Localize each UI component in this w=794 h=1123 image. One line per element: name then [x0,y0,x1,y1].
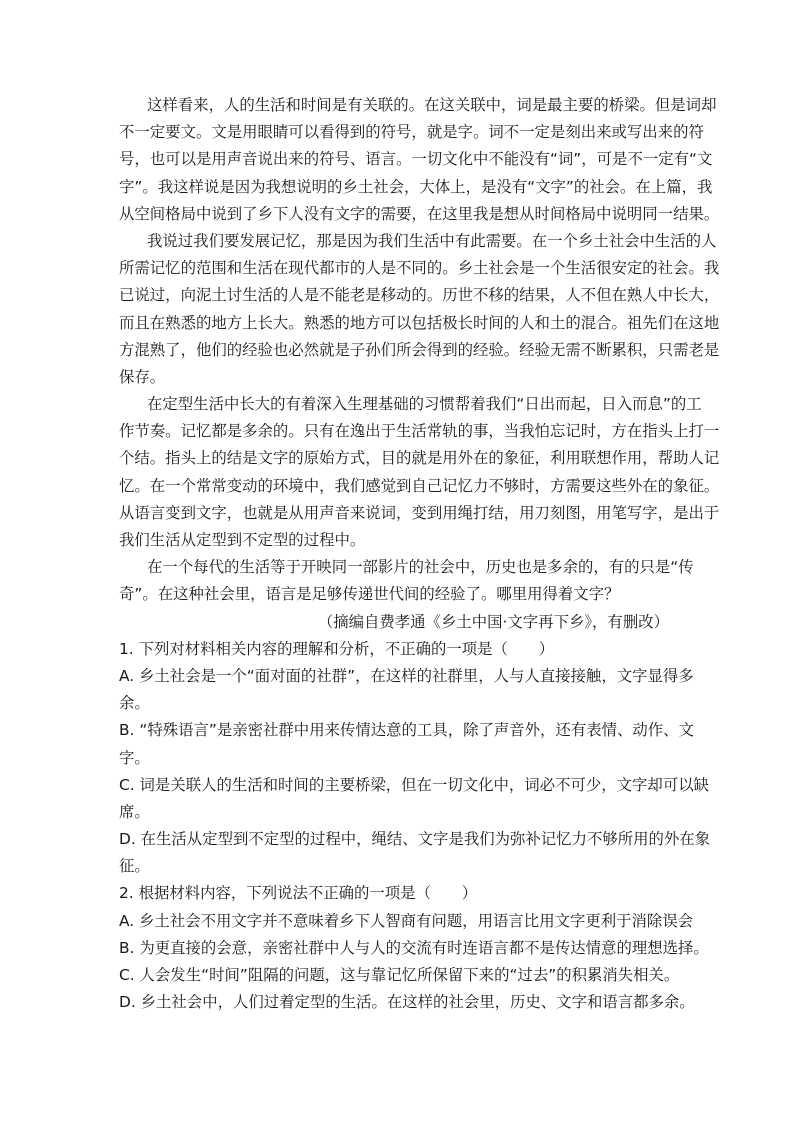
passage-paragraph-3 [119,391,720,554]
text-line: 已说过，向泥土讨生活的人是不能老是移动的。历世不移的结果，人不但在熟人中长大， [119,286,720,305]
option-d[interactable]: D. 乡土社会中，人们过着定型的生活。在这样的社会里，历史、文字和语言都多余。 [119,993,695,1012]
text-line: 保存。 [119,367,166,386]
option-text: 余。 [119,694,150,713]
question-stem: 2. 根据材料内容，下列说法不正确的一项是（ ） [119,884,478,903]
question-1 [119,636,711,881]
option-b[interactable] [119,717,694,771]
text-line: 方混熟了，他们的经验也必然就是子孙们所会得到的经验。经验无需不断累积，只需老是 [119,340,720,359]
option-text: 字。 [119,748,150,767]
text-line: 不一定要文。文是用眼睛可以看得到的符号，就是字。词不一定是刻出来或写出来的符 [119,123,704,142]
text-line: 奇”。在这种社会里，语言是足够传递世代间的经验了。哪里用得着文字？ [119,585,620,604]
text-line: 字”。我这样说是因为我想说明的乡土社会，大体上，是没有“文字”的社会。在上篇，我 [119,177,713,196]
text-line: 从语言变到文字，也就是从用声音来说词，变到用绳打结，用刀刻图，用笔写字，是出于 [119,503,720,522]
passage-paragraph-4 [119,554,694,608]
option-b[interactable]: B. 为更直接的会意，亲密社群中人与人的交流有时连语言都不是传达情意的理想选择。 [119,938,709,957]
passage-paragraph-2 [119,228,720,391]
text-line: 我说过我们要发展记忆，那是因为我们生活中有此需要。在一个乡土社会中生活的人 [147,231,717,250]
option-text: B. “特殊语言”是亲密社群中用来传情达意的工具，除了声音外，还有表情、动作、文 [119,721,694,740]
text-line: 作节奏。记忆都是多余的。只有在逸出于生活常轨的事，当我怕忘记时，方在指头上打一 [119,422,720,441]
option-text: 征。 [119,857,150,876]
text-line: 我们生活从定型到不定型的过程中。 [119,531,366,549]
text-line: 而且在熟悉的地方上长大。熟悉的地方可以包括极长时间的人和土的混合。祖先们在这地 [119,313,720,332]
text-line: 号，也可以是用声音说出来的符号、语言。一切文化中不能没有“词”，可是不一定有“文 [119,150,713,169]
source-citation: （摘编自费孝通《乡土中国·文字再下乡》，有删改） [317,612,669,631]
question-2 [119,880,709,1016]
option-text: C. 词是关联人的生活和时间的主要桥梁，但在一切文化中，词必不可少，文字却可以缺 [119,775,709,794]
option-c[interactable] [119,772,709,826]
passage-paragraph-1 [119,92,720,228]
text-line: 所需记忆的范围和生活在现代都市的人是不同的。乡土社会是一个生活很安定的社会。我 [119,259,720,278]
option-a[interactable]: A. 乡土社会不用文字并不意味着乡下人智商有问题，用语言比用文字更利于消除误会 [119,911,694,930]
option-d[interactable] [119,826,711,880]
text-line: 个结。指头上的结是文字的原始方式，目的就是用外在的象征，利用联想作用，帮助人记 [119,449,720,468]
option-text: 席。 [119,802,150,821]
option-c[interactable]: C. 人会发生“时间”阻隔的问题，这与靠记忆所保留下来的“过去”的积累消失相关。 [119,966,680,984]
option-text: A. 乡土社会是一个“面对面的社群”，在这样的社群里，人与人直接接触，文字显得多 [119,666,694,685]
question-stem: 1. 下列对材料相关内容的理解和分析，不正确的一项是（ ） [119,639,555,658]
text-line: 忆。在一个常常变动的环境中，我们感觉到自己记忆力不够时，方需要这些外在的象征。 [119,476,720,495]
document-content [119,92,720,1016]
option-text: D. 在生活从定型到不定型的过程中，绳结、文字是我们为弥补记忆力不够所用的外在象 [119,830,711,849]
option-a[interactable] [119,663,694,717]
text-line: 这样看来，人的生活和时间是有关联的。在这关联中，词是最主要的桥梁。但是词却 [147,96,717,114]
text-line: 在定型生活中长大的有着深入生理基础的习惯帮着我们“日出而起，日入而息”的工 [147,395,702,414]
text-line: 从空间格局中说到了乡下人没有文字的需要，在这里我是想从时间格局中说明同一结果。 [119,204,720,223]
text-line: 在一个每代的生活等于开映同一部影片的社会中，历史也是多余的，有的只是“传 [147,558,694,577]
